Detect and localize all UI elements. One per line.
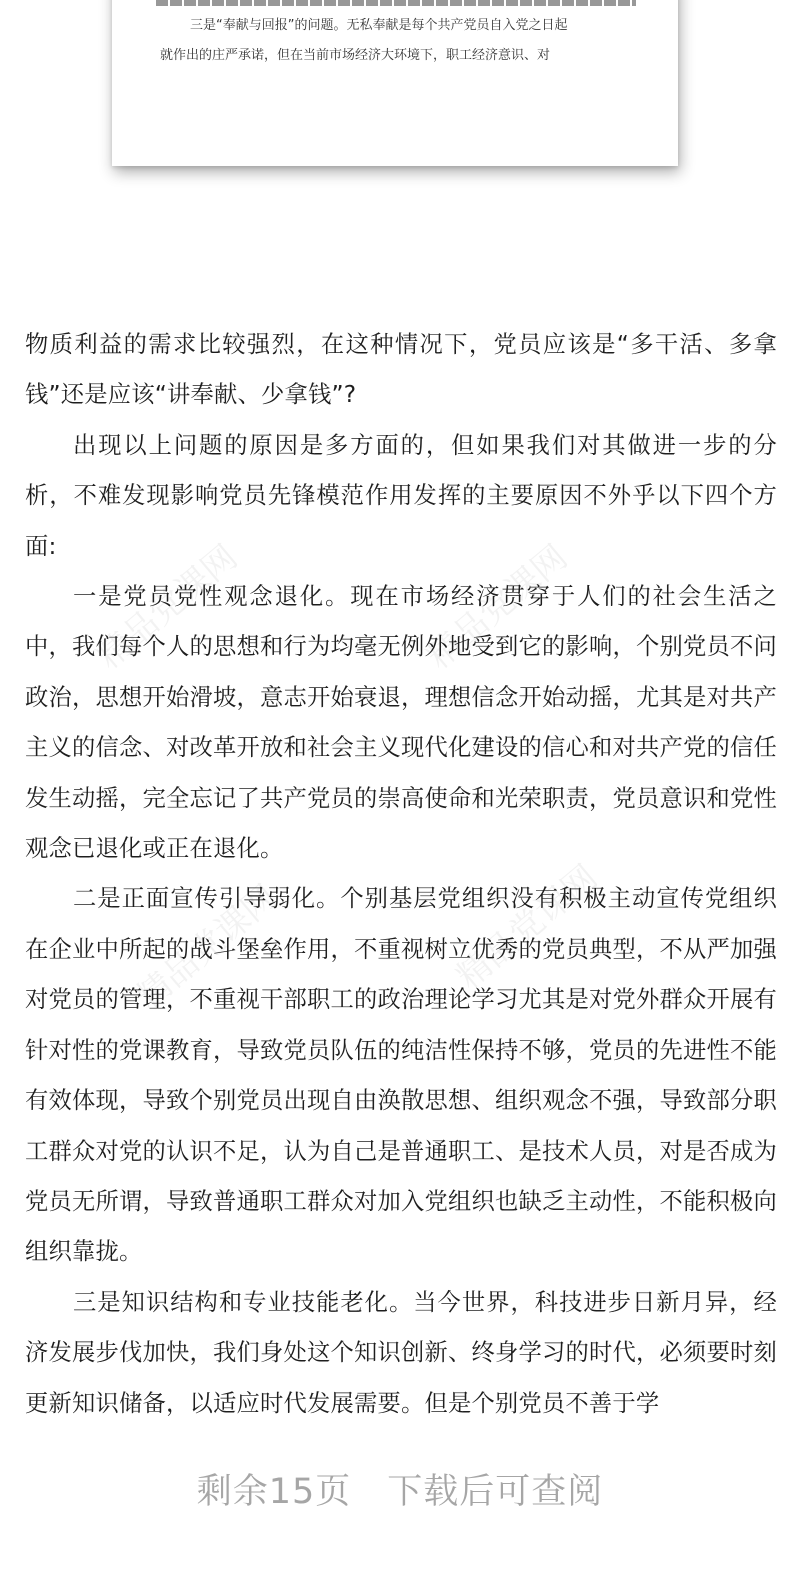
page-preview-card [112, 0, 678, 166]
remaining-pages-label: 剩余15页 下载后可查阅 [196, 1472, 604, 1512]
paragraph-continuation: 物质利益的需求比较强烈，在这种情况下，党员应该是“多干活、多拿钱”还是应该“讲奉献、少拿钱”? [25, 331, 777, 409]
document-body [25, 320, 777, 1429]
paragraph-reason-1: 一是党员党性观念退化。现在市场经济贯穿于人们的社会生活之中，我们每个人的思想和行为均毫无例外地受到它的影响，个别党员不问政治，思想开始滑坡，意志开始衰退，理想信念开始动摇，尤其是对共产主义的信念、对改革开放和社会主义现代化建设的信心和对共产党的信任发生动摇，完全忘记了共产党员的崇高使命和光荣职责，党员意识和党性观念已退化或正在退化。 [25, 583, 777, 863]
preview-line-2: 就作出的庄严承诺，但在当前市场经济大环境下，职工经济意识、对 [160, 48, 551, 63]
watermark: 精品党课网 [129, 877, 286, 1018]
paragraph-reason-2: 二是正面宣传引导弱化。个别基层党组织没有积极主动宣传党组织在企业中所起的战斗堡垒作用，不重视树立优秀的党员典型，不从严加强对党员的管理，不重视干部职工的政治理论学习尤其是对党外群众开展有针对性的党课教育，导致党员队伍的纯洁性保持不够，党员的先进性不能有效体现，导致个别党员出现自由涣散思想、组织观念不强，导致部分职工群众对党的认识不足，认为自己是普通职工、是技术人员，对是否成为党员无所谓，导致普通职工群众对加入党组织也缺乏主动性，不能积极向组织靠拢。 [25, 885, 777, 1266]
watermark: 精品党课网 [89, 537, 246, 678]
paragraph-reason-3: 三是知识结构和专业技能老化。当今世界，科技进步日新月异，经济发展步伐加快，我们身处这个知识创新、终身学习的时代，必须要时刻更新知识储备，以适应时代发展需要。但是个别党员不善于学 [25, 1288, 777, 1417]
watermark: 精品党课网 [449, 857, 606, 998]
preview-cut-text-line [156, 0, 636, 6]
paragraph-causes: 出现以上问题的原因是多方面的，但如果我们对其做进一步的分析，不难发现影响党员先锋模范作用发挥的主要原因不外乎以下四个方面: [25, 431, 777, 560]
watermark: 精品党课网 [419, 537, 576, 678]
preview-line-1: 三是“奉献与回报”的问题。无私奉献是每个共产党员自入党之日起 [190, 18, 568, 33]
remaining-pages-download-button[interactable] [0, 1462, 800, 1522]
